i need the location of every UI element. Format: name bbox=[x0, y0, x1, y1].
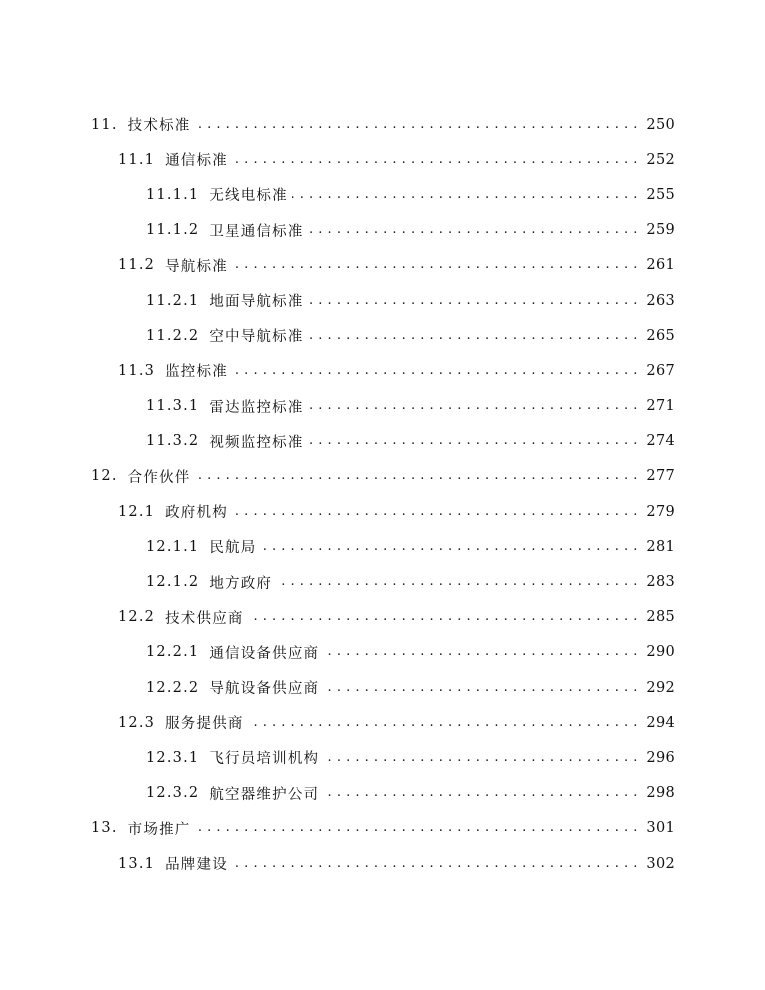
toc-entry-page-number: 250 bbox=[640, 117, 675, 133]
toc-entry[interactable] bbox=[0, 424, 765, 459]
toc-entry-number: 11.2 bbox=[118, 257, 156, 274]
toc-entry-title: 民航局 bbox=[209, 540, 257, 557]
toc-entry[interactable] bbox=[0, 283, 765, 318]
dot-leader bbox=[248, 608, 675, 626]
toc-entry-title: 通信标准 bbox=[165, 153, 228, 170]
toc-entry-page-number: 290 bbox=[640, 644, 675, 660]
toc-entry-page-number: 259 bbox=[640, 222, 675, 238]
toc-entry[interactable] bbox=[0, 107, 765, 142]
toc-entry-number: 11.1.2 bbox=[146, 222, 200, 239]
dot-leader bbox=[308, 397, 675, 415]
dot-leader bbox=[323, 679, 675, 697]
toc-entry[interactable] bbox=[0, 459, 765, 494]
toc-entry-title: 监控标准 bbox=[165, 364, 228, 381]
dot-leader bbox=[248, 714, 675, 732]
toc-entry[interactable] bbox=[0, 389, 765, 424]
toc-entry-number: 11. bbox=[91, 116, 118, 133]
toc-entry[interactable] bbox=[0, 705, 765, 740]
dot-leader bbox=[323, 643, 675, 661]
toc-entry-page-number: 252 bbox=[640, 152, 675, 168]
toc-entry[interactable] bbox=[0, 494, 765, 529]
toc-entry-title: 卫星通信标准 bbox=[209, 223, 304, 240]
toc-entry-title: 技术供应商 bbox=[165, 610, 244, 627]
toc-entry-page-number: 267 bbox=[640, 363, 675, 379]
toc-entry-page-number: 298 bbox=[640, 785, 675, 801]
toc-entry-page-number: 285 bbox=[640, 609, 675, 625]
dot-leader bbox=[194, 467, 675, 485]
toc-entry-page-number: 261 bbox=[640, 257, 675, 273]
toc-entry-title: 航空器维护公司 bbox=[209, 786, 320, 803]
toc-entry-page-number: 302 bbox=[640, 856, 675, 872]
toc-entry-page-number: 274 bbox=[640, 433, 675, 449]
toc-entry-page-number: 292 bbox=[640, 680, 675, 696]
toc-entry-number: 12.3.2 bbox=[146, 785, 200, 802]
toc-entry-title: 通信设备供应商 bbox=[209, 645, 320, 662]
toc-entry-number: 12.1.1 bbox=[146, 538, 200, 555]
toc-entry-number: 12.2 bbox=[118, 609, 156, 626]
toc-entry-title: 品牌建设 bbox=[165, 857, 228, 874]
toc-entry-title: 政府机构 bbox=[165, 505, 228, 522]
toc-entry-number: 11.2.1 bbox=[146, 292, 200, 309]
toc-entry-number: 13. bbox=[91, 820, 118, 837]
dot-leader bbox=[232, 151, 675, 169]
toc-entry[interactable] bbox=[0, 600, 765, 635]
toc-entry-title: 导航标准 bbox=[165, 258, 228, 275]
toc-entry-number: 12.2.2 bbox=[146, 679, 200, 696]
table-of-contents bbox=[0, 107, 765, 881]
toc-entry[interactable] bbox=[0, 248, 765, 283]
toc-entry-title: 无线电标准 bbox=[209, 188, 288, 205]
dot-leader bbox=[308, 327, 675, 345]
toc-entry[interactable] bbox=[0, 177, 765, 212]
toc-entry-title: 导航设备供应商 bbox=[209, 681, 320, 698]
toc-entry-page-number: 255 bbox=[640, 187, 675, 203]
toc-entry-page-number: 265 bbox=[640, 328, 675, 344]
dot-leader bbox=[194, 819, 675, 837]
toc-entry-page-number: 281 bbox=[640, 539, 675, 555]
dot-leader bbox=[232, 362, 675, 380]
toc-entry-number: 11.3 bbox=[118, 362, 156, 379]
toc-entry[interactable] bbox=[0, 142, 765, 177]
toc-entry-title: 市场推广 bbox=[127, 821, 191, 838]
dot-leader bbox=[232, 855, 675, 873]
dot-leader bbox=[292, 186, 675, 204]
toc-entry-number: 11.3.1 bbox=[146, 398, 200, 415]
toc-entry-page-number: 277 bbox=[640, 468, 675, 484]
toc-entry-number: 12.3.1 bbox=[146, 749, 200, 766]
toc-entry-title: 地面导航标准 bbox=[209, 294, 304, 311]
toc-entry-number: 12.1 bbox=[118, 503, 156, 520]
toc-entry-number: 12.1.2 bbox=[146, 574, 200, 591]
toc-entry-title: 视频监控标准 bbox=[209, 434, 304, 451]
dot-leader bbox=[308, 292, 675, 310]
toc-entry[interactable] bbox=[0, 635, 765, 670]
toc-entry[interactable] bbox=[0, 529, 765, 564]
toc-entry[interactable] bbox=[0, 670, 765, 705]
toc-entry-page-number: 301 bbox=[640, 820, 675, 836]
toc-entry[interactable] bbox=[0, 740, 765, 775]
toc-entry-number: 11.3.2 bbox=[146, 433, 200, 450]
dot-leader bbox=[194, 116, 675, 134]
toc-entry-page-number: 263 bbox=[640, 293, 675, 309]
toc-entry-number: 11.1 bbox=[118, 151, 156, 168]
toc-entry-title: 飞行员培训机构 bbox=[209, 751, 320, 768]
toc-entry[interactable] bbox=[0, 213, 765, 248]
toc-entry[interactable] bbox=[0, 564, 765, 599]
toc-entry-title: 合作伙伴 bbox=[127, 469, 191, 486]
toc-entry[interactable] bbox=[0, 353, 765, 388]
dot-leader bbox=[232, 503, 675, 521]
toc-entry-page-number: 271 bbox=[640, 398, 675, 414]
dot-leader bbox=[232, 256, 675, 274]
toc-entry-title: 雷达监控标准 bbox=[209, 399, 304, 416]
toc-entry-number: 13.1 bbox=[118, 855, 156, 872]
dot-leader bbox=[308, 432, 675, 450]
dot-leader bbox=[276, 573, 675, 591]
toc-entry-title: 地方政府 bbox=[209, 575, 273, 592]
toc-entry-title: 空中导航标准 bbox=[209, 329, 304, 346]
toc-entry-page-number: 283 bbox=[640, 574, 675, 590]
dot-leader bbox=[260, 538, 675, 556]
dot-leader bbox=[308, 221, 675, 239]
toc-entry[interactable] bbox=[0, 846, 765, 881]
toc-entry-number: 12.2.1 bbox=[146, 644, 200, 661]
toc-entry-page-number: 296 bbox=[640, 750, 675, 766]
dot-leader bbox=[323, 749, 675, 767]
toc-entry-number: 11.1.1 bbox=[146, 186, 200, 203]
toc-entry-number: 12. bbox=[91, 468, 118, 485]
toc-entry-title: 技术标准 bbox=[127, 118, 191, 135]
toc-entry-page-number: 294 bbox=[640, 715, 675, 731]
toc-entry-title: 服务提供商 bbox=[165, 716, 244, 733]
toc-entry-number: 12.3 bbox=[118, 714, 156, 731]
toc-entry[interactable] bbox=[0, 318, 765, 353]
toc-entry[interactable] bbox=[0, 811, 765, 846]
toc-entry-number: 11.2.2 bbox=[146, 327, 200, 344]
toc-entry-page-number: 279 bbox=[640, 504, 675, 520]
dot-leader bbox=[323, 784, 675, 802]
toc-entry[interactable] bbox=[0, 776, 765, 811]
